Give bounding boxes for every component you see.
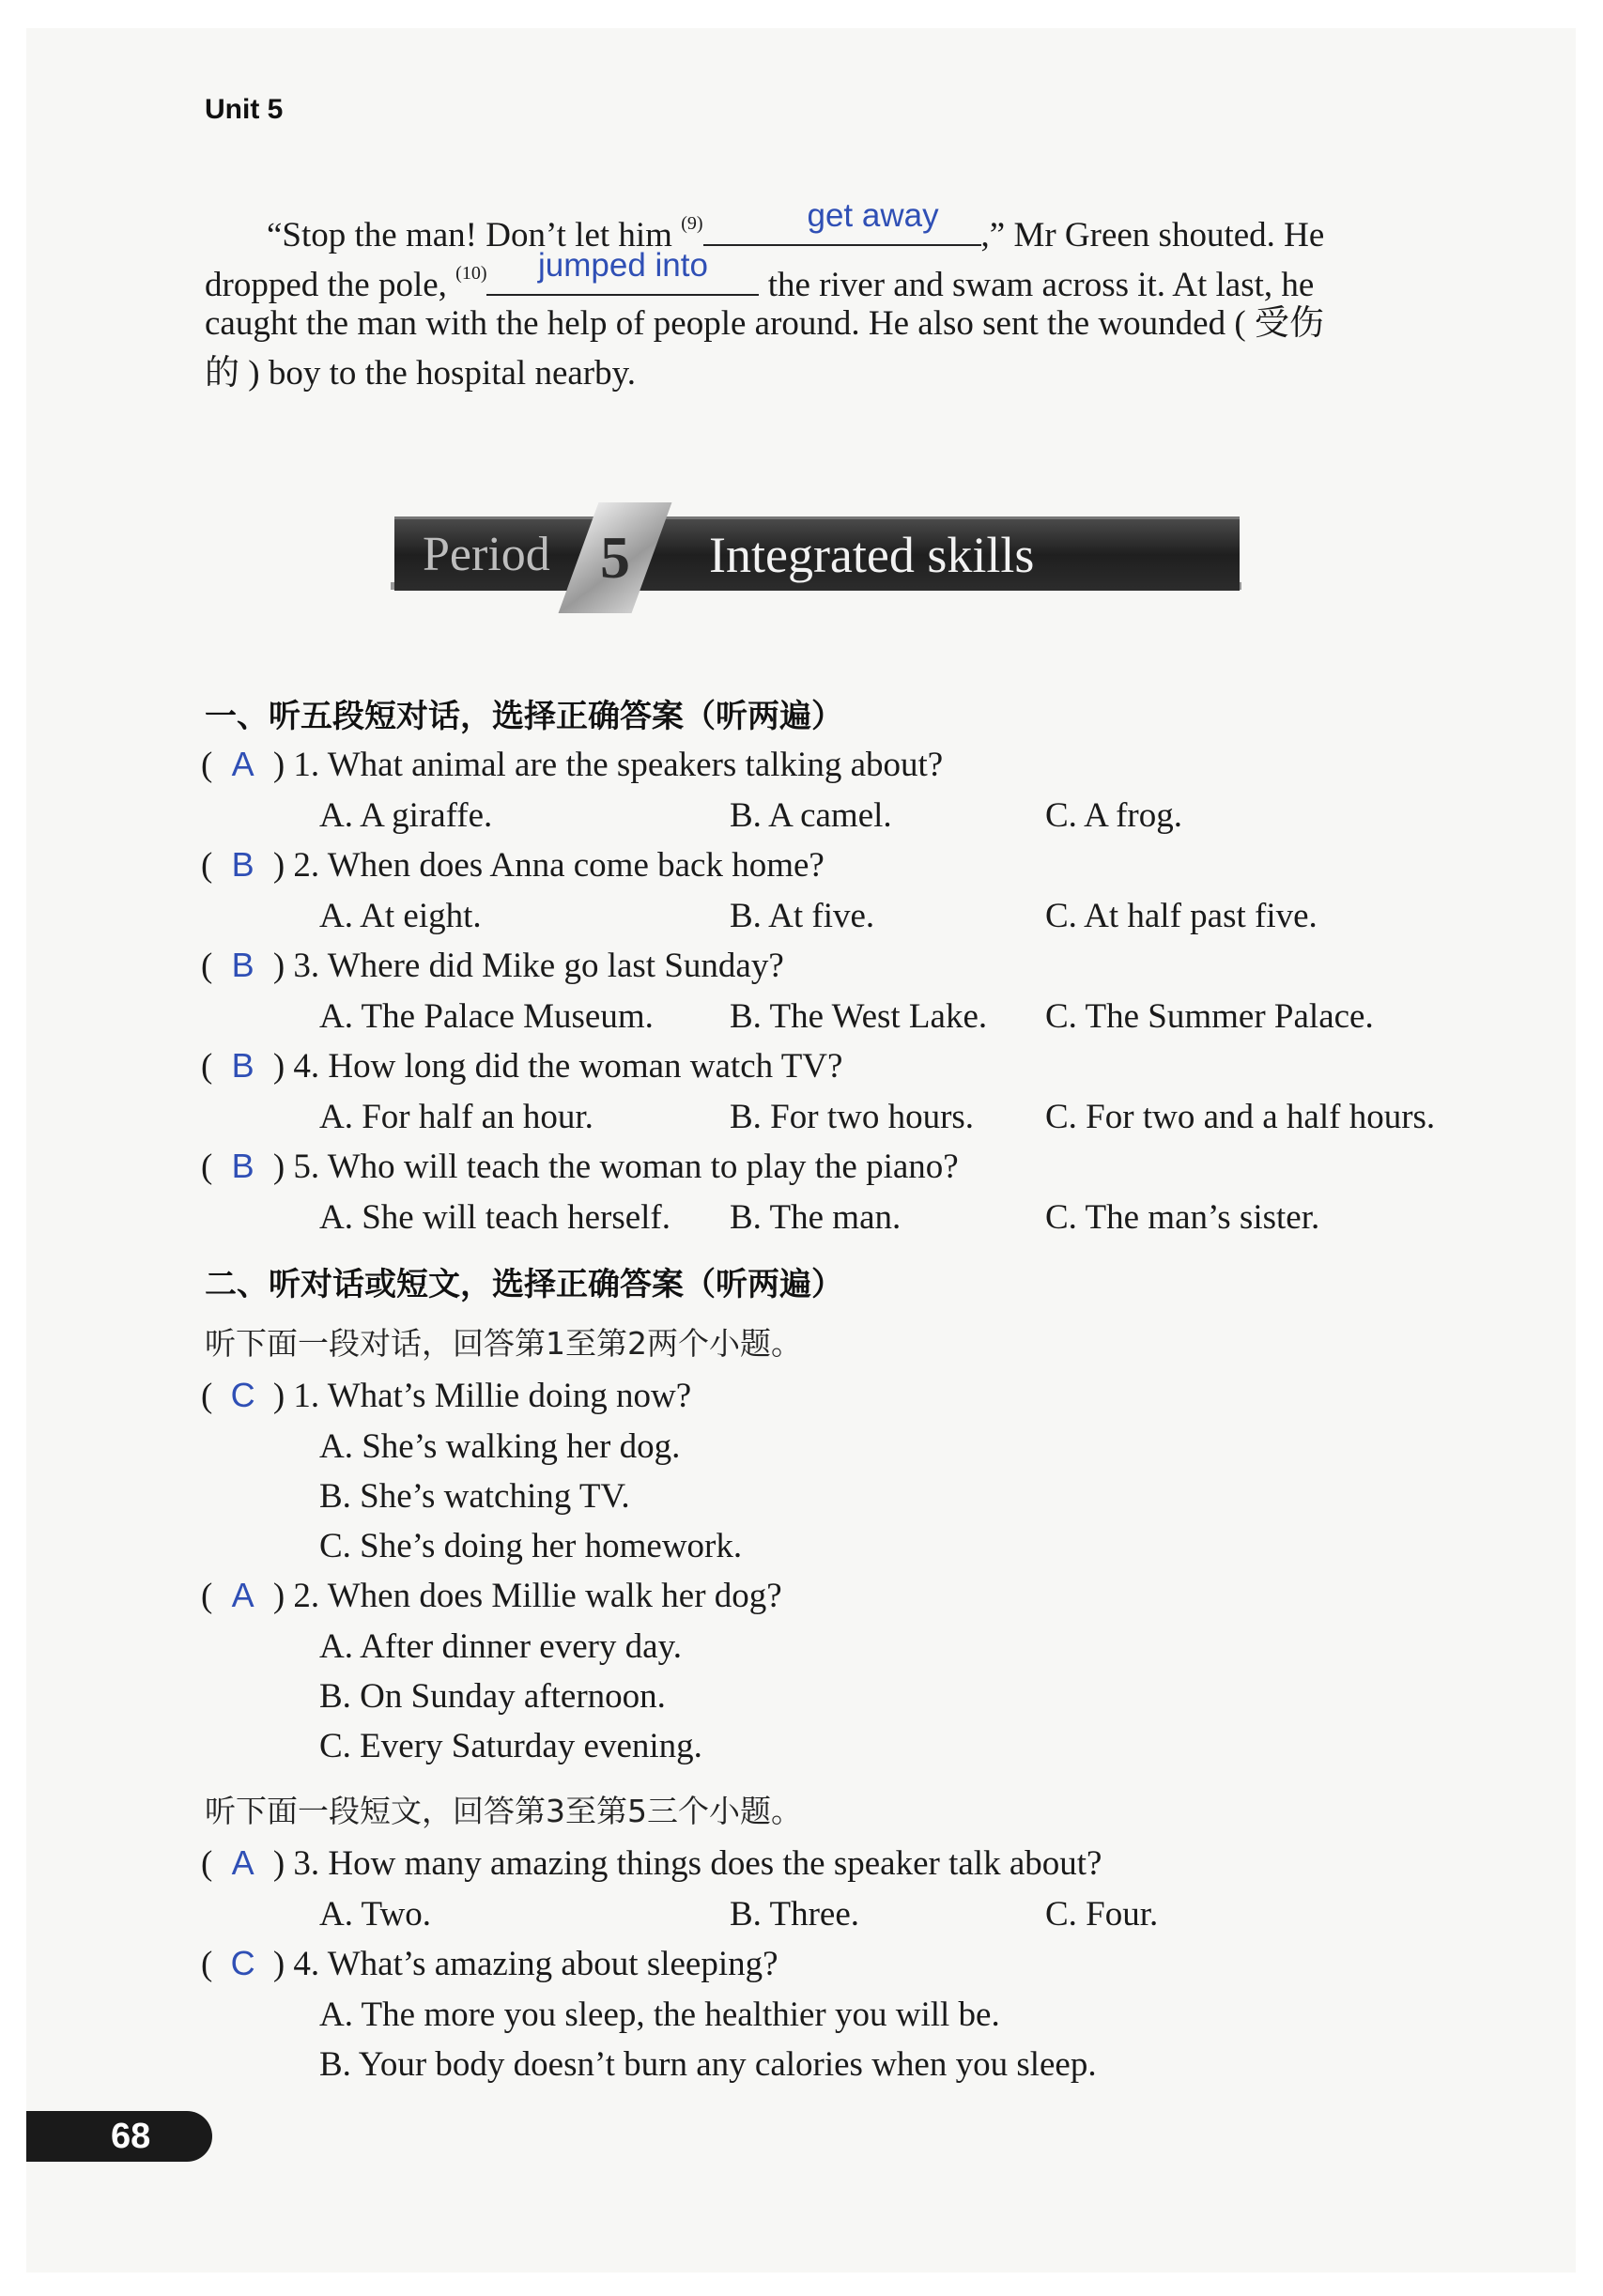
- passage-text: the river and swam across it. At last, he: [759, 266, 1315, 304]
- answer-text: B: [231, 1046, 254, 1085]
- option-a: A. For half an hour.: [319, 1098, 593, 1136]
- option-a: A. After dinner every day.: [319, 1627, 682, 1666]
- section-2-intro-2: 听下面一段短文，回答第3至第5三个小题。: [205, 1793, 802, 1829]
- option-b: B. A camel.: [730, 796, 892, 835]
- answer-text: C: [230, 1376, 255, 1414]
- banner-title: Integrated skills: [709, 527, 1035, 583]
- answer-text: A: [231, 1576, 254, 1614]
- answer-text: A: [231, 745, 254, 783]
- s2-question-2: ( A ) 2. When does Millie walk her dog?: [201, 1576, 782, 1615]
- option-c: C. For two and a half hours.: [1045, 1098, 1436, 1136]
- s2-question-1: ( C ) 1. What’s Millie doing now?: [201, 1376, 692, 1415]
- answer-text: B: [231, 1147, 254, 1185]
- passage-line-3: caught the man with the help of people around. He also sent the wounded ( 受伤: [205, 304, 1324, 343]
- option-b: B. For two hours.: [730, 1098, 975, 1136]
- answer-text: B: [231, 946, 254, 984]
- period-banner: [394, 516, 1240, 591]
- option-a: A. She will teach herself.: [319, 1198, 670, 1237]
- question-text: 3. How many amazing things does the speaker talk about?: [293, 1844, 1102, 1883]
- question-text: 2. When does Anna come back home?: [293, 846, 825, 885]
- option-a: A. She’s walking her dog.: [319, 1427, 681, 1466]
- question-text: 2. When does Millie walk her dog?: [293, 1577, 782, 1615]
- passage-line-4: 的 ) boy to the hospital nearby.: [205, 354, 636, 393]
- answer-text: get away: [807, 197, 939, 234]
- answer-blank-10: [486, 247, 759, 296]
- question-text: 5. Who will teach the woman to play the piano?: [293, 1148, 959, 1186]
- option-a: A. Two.: [319, 1895, 432, 1934]
- answer-text: C: [230, 1944, 255, 1982]
- s1-question-5: ( B ) 5. Who will teach the woman to play the piano?: [201, 1147, 959, 1186]
- option-b: B. The West Lake.: [730, 997, 988, 1036]
- option-c: C. A frog.: [1045, 796, 1182, 835]
- question-text: 4. What’s amazing about sleeping?: [293, 1945, 778, 1983]
- unit-header: Unit 5: [205, 94, 284, 125]
- answer-text: A: [231, 1843, 254, 1882]
- option-c: C. Four.: [1045, 1895, 1159, 1934]
- passage-text: dropped the pole,: [205, 266, 456, 304]
- option-b: B. Three.: [730, 1895, 860, 1934]
- answer-text: jumped into: [538, 247, 708, 284]
- section-1-heading: 一、听五段短对话，选择正确答案（听两遍）: [205, 698, 843, 735]
- blank-number: (10): [455, 263, 487, 284]
- s2-question-3: ( A ) 3. How many amazing things does the speaker talk about?: [201, 1843, 1102, 1883]
- option-a: A. A giraffe.: [319, 796, 493, 835]
- option-b: B. The man.: [730, 1198, 902, 1237]
- s1-question-2: ( B ) 2. When does Anna come back home?: [201, 845, 825, 885]
- answer-text: B: [231, 845, 254, 884]
- option-c: C. The Summer Palace.: [1045, 997, 1374, 1036]
- option-b: B. Your body doesn’t burn any calories when you sleep.: [319, 2045, 1097, 2084]
- option-a: A. At eight.: [319, 897, 482, 935]
- passage-text: ,” Mr Green shouted. He: [980, 216, 1325, 254]
- option-b: B. At five.: [730, 897, 875, 935]
- s1-question-4: ( B ) 4. How long did the woman watch TV?: [201, 1046, 843, 1086]
- section-2-intro-1: 听下面一段对话，回答第1至第2两个小题。: [205, 1325, 802, 1362]
- s1-question-1: ( A ) 1. What animal are the speakers talking about?: [201, 745, 944, 784]
- option-a: A. The more you sleep, the healthier you will be.: [319, 1996, 1000, 2034]
- option-c: C. At half past five.: [1045, 897, 1318, 935]
- option-a: A. The Palace Museum.: [319, 997, 654, 1036]
- question-text: 1. What’s Millie doing now?: [293, 1377, 692, 1415]
- question-text: 4. How long did the woman watch TV?: [293, 1047, 843, 1086]
- option-c: C. Every Saturday evening.: [319, 1727, 702, 1765]
- banner-number-text: 5: [600, 524, 630, 591]
- s1-question-3: ( B ) 3. Where did Mike go last Sunday?: [201, 946, 784, 985]
- passage-text: “Stop the man! Don’t let him: [267, 216, 682, 254]
- option-b: B. On Sunday afternoon.: [319, 1677, 666, 1716]
- page-number: 68: [111, 2117, 151, 2156]
- banner-period-label: Period: [423, 528, 550, 581]
- s2-question-4: ( C ) 4. What’s amazing about sleeping?: [201, 1944, 778, 1983]
- option-c: C. She’s doing her homework.: [319, 1527, 743, 1565]
- blank-number: (9): [681, 213, 703, 234]
- section-2-heading: 二、听对话或短文，选择正确答案（听两遍）: [205, 1266, 843, 1303]
- option-c: C. The man’s sister.: [1045, 1198, 1320, 1237]
- question-text: 1. What animal are the speakers talking about?: [293, 746, 944, 784]
- question-text: 3. Where did Mike go last Sunday?: [293, 947, 784, 985]
- option-b: B. She’s watching TV.: [319, 1477, 630, 1516]
